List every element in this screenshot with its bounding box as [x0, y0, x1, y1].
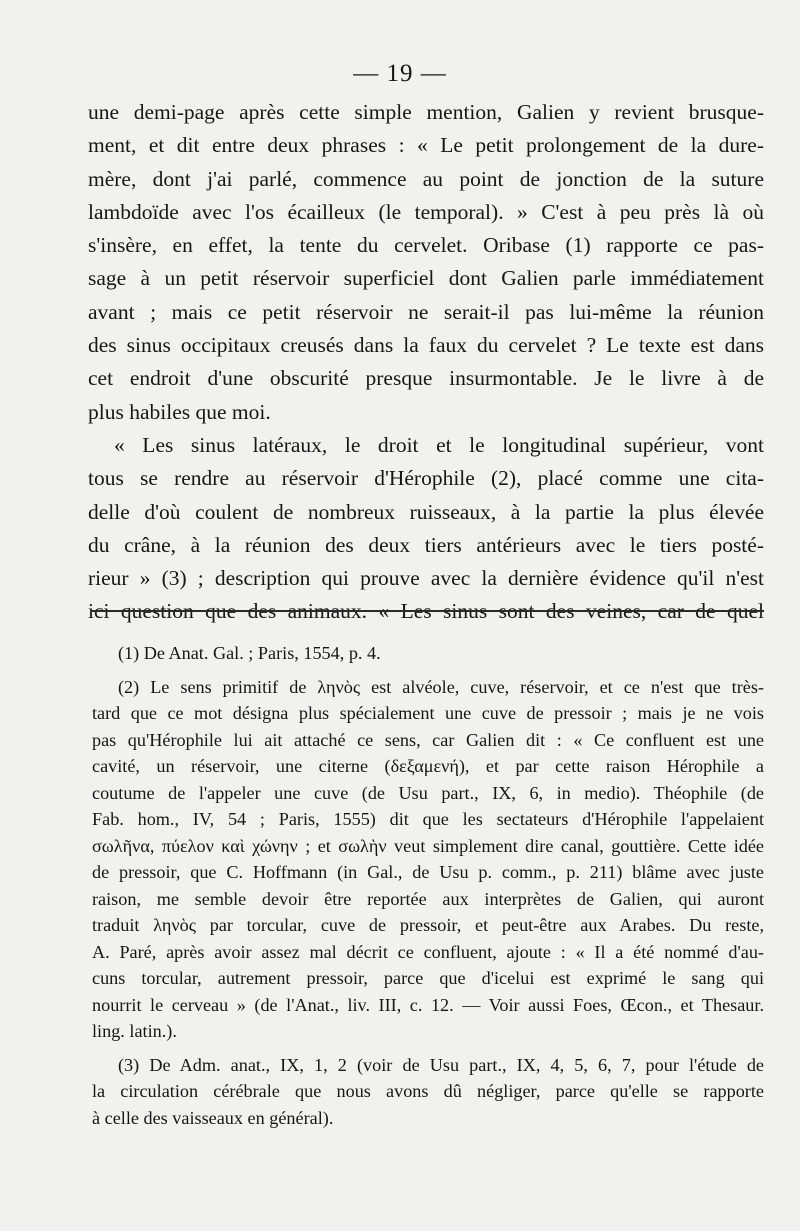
body-line: s'insère, en effet, la tente du cervelet. Oribase (1) rapporte ce pas-: [88, 233, 764, 258]
body-line: lambdoïde avec l'os écailleux (le temporal). » C'est à peu près là où: [88, 199, 764, 224]
footnote-line: la circulation cérébrale que nous avons dû négliger, parce qu'elle se rapporte: [92, 1081, 764, 1101]
body-line: ici question que des animaux. « Les sinus sont des veines, car de quel: [88, 599, 764, 624]
body-line: rieur » (3) ; description qui prouve avec la dernière évidence qu'il n'est: [88, 566, 764, 591]
footnote-line: coutume de l'appeler une cuve (de Usu part., IX, 6, in medio). Théophile (de: [92, 782, 764, 803]
body-line: mère, dont j'ai parlé, commence au point de jonction de la suture: [88, 166, 764, 191]
footnote-line: tard que ce mot désigna plus spécialement une cuve de pressoir ; mais je ne vois: [92, 703, 764, 723]
page-number: — 19 —: [353, 60, 447, 87]
body-line: sage à un petit réservoir superficiel dont Galien parle immédiatement: [88, 266, 764, 291]
body-line: « Les sinus latéraux, le droit et le longitudinal supérieur, vont: [114, 432, 764, 457]
footnote-line: pas qu'Hérophile lui ait attaché ce sens, car Galien dit : « Ce confluent est une: [92, 729, 764, 750]
footnote-line: (3) De Adm. anat., IX, 1, 2 (voir de Usu part., IX, 4, 5, 6, 7, pour l'étude de: [118, 1054, 764, 1075]
main-text: [88, 96, 764, 629]
body-line: ment, et dit entre deux phrases : « Le petit prolongement de la dure-: [88, 133, 764, 158]
footnote-line: cavité, un réservoir, une citerne (δεξαμενή), et par cette raison Hérophile a: [92, 756, 764, 776]
footnote-line: cuns torcular, autrement pressoir, parce que d'icelui est exprimé le sang qui: [92, 968, 764, 988]
footnote-line: (1) De Anat. Gal. ; Paris, 1554, p. 4.: [118, 643, 381, 663]
footnote-line: σωλῆνα, πύελον καὶ χώνην ; et σωλὴν veut simplement dire canal, gouttière. Cette idée: [92, 835, 764, 856]
footnote-line: nourrit le cerveau » (de l'Anat., liv. III, c. 12. — Voir aussi Foes, Œcon., et Thesaur.: [92, 994, 764, 1015]
footnote-line: ling. latin.).: [92, 1021, 177, 1041]
body-line: cet endroit d'une obscurité presque insurmontable. Je le livre à de: [88, 366, 764, 391]
footnote-divider: [92, 610, 764, 612]
footnote-line: à celle des vaisseaux en général).: [92, 1107, 334, 1128]
body-line: du crâne, à la réunion des deux tiers antérieurs avec le tiers posté-: [88, 532, 764, 557]
footnote-2: [92, 674, 764, 1045]
footnote-line: (2) Le sens primitif de ληνὸς est alvéole, cuve, réservoir, et ce n'est que très-: [118, 676, 764, 697]
footnote-line: A. Paré, après avoir assez mal décrit ce confluent, ajoute : « Il a été nommé d'au-: [92, 941, 764, 962]
footnote-line: de pressoir, que C. Hoffmann (in Gal., de Usu p. comm., p. 211) blâme avec juste: [92, 862, 764, 882]
footnotes: [92, 640, 764, 1138]
footnote-1: [92, 640, 764, 667]
body-line: des sinus occipitaux creusés dans la faux du cervelet ? Le texte est dans: [88, 333, 764, 358]
footnote-3: [92, 1052, 764, 1132]
body-line: tous se rendre au réservoir d'Hérophile (2), placé comme une cita-: [88, 466, 764, 491]
body-line: plus habiles que moi.: [88, 399, 271, 424]
body-line: une demi-page après cette simple mention, Galien y revient brusque-: [88, 100, 764, 124]
footnote-line: Fab. hom., IV, 54 ; Paris, 1555) dit que les sectateurs d'Hérophile l'appelaient: [92, 809, 764, 829]
body-line: delle d'où coulent de nombreux ruisseaux, à la partie la plus élevée: [88, 499, 764, 524]
footnote-line: raison, me semble devoir être reportée aux interprètes de Galien, qui auront: [92, 888, 764, 909]
body-line: avant ; mais ce petit réservoir ne serait-il pas lui-même la réunion: [88, 299, 764, 324]
footnote-line: traduit ληνὸς par torcular, cuve de pressoir, et peut-être aux Arabes. Du reste,: [92, 915, 764, 935]
